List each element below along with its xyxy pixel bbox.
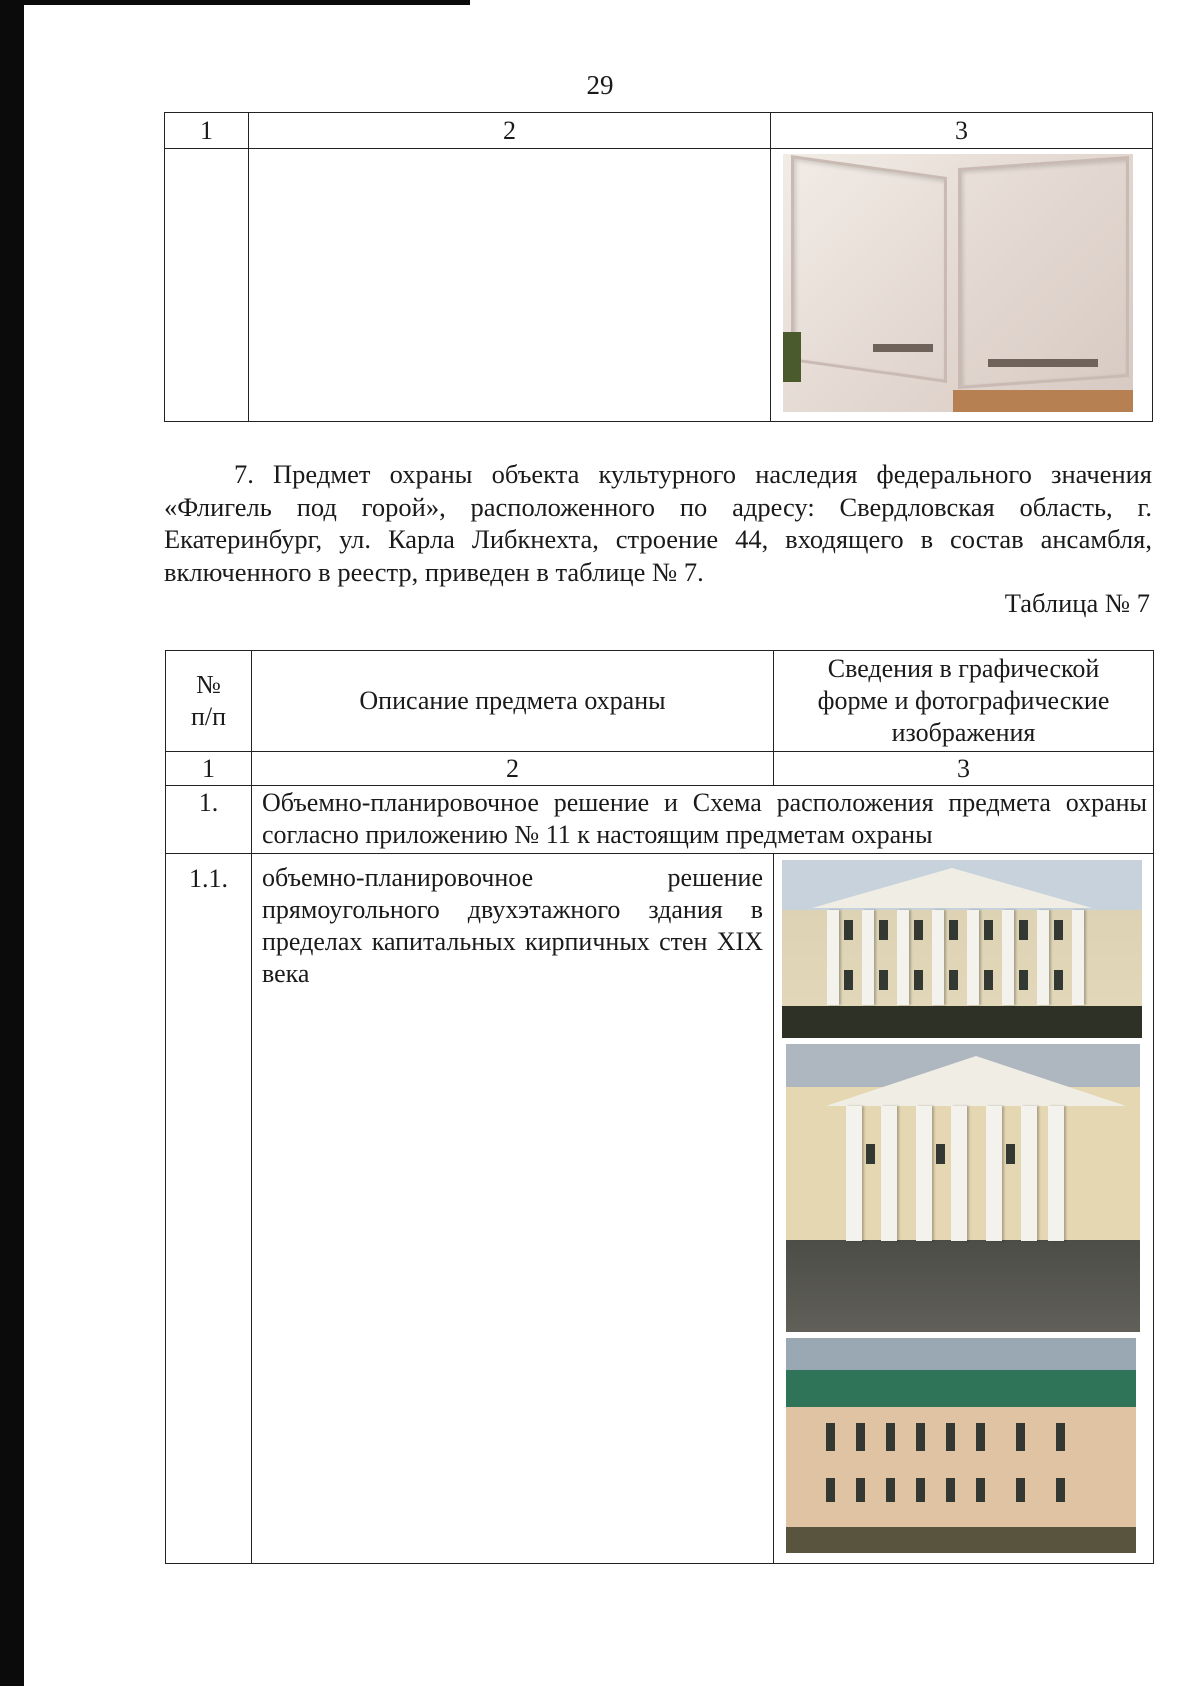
item-text: объемно-планировочное решение прямоугольного двухэтажного здания в пределах капитальных кирпичных стен XIX века (252, 854, 774, 1564)
section-num: 1. (166, 786, 252, 854)
continued-table-header (165, 113, 1153, 149)
table-7 (165, 650, 1154, 1564)
col-header-3: 3 (771, 113, 1153, 149)
row-num-cell (165, 149, 249, 422)
section-row (166, 786, 1154, 854)
rear-facade-photo (786, 1338, 1136, 1553)
row-description-cell (249, 149, 771, 422)
header-description: Описание предмета охраны (252, 651, 774, 752)
scan-edge (0, 0, 24, 1686)
header-graphic: Сведения в графической форме и фотографические изображения (774, 651, 1154, 752)
scan-top-edge (0, 0, 470, 5)
index-2: 2 (252, 752, 774, 786)
item-num: 1.1. (166, 854, 252, 1564)
section-text: Объемно-планировочное решение и Схема расположения предмета охраны согласно приложению № 11 к настоящим предметам охраны (252, 786, 1154, 854)
table-7-header (166, 651, 1154, 752)
row-photo-cell (771, 149, 1153, 422)
col-header-1: 1 (165, 113, 249, 149)
table-7-index-row (166, 752, 1154, 786)
continued-table-row (165, 149, 1153, 422)
col-header-2: 2 (249, 113, 771, 149)
section-paragraph: 7. Предмет охраны объекта культурного наследия федерального значения «Флигель под горой», расположенного по адресу: Свердловская область, г. Екатеринбург, ул. Карла Либкнехта, строение 44, входящего в состав ансамбля, включенного в реестр, приведен в таблице № 7. (164, 459, 1152, 587)
continued-table (164, 112, 1153, 422)
colonnade-facade-photo (782, 860, 1142, 1038)
page-number: 29 (586, 70, 614, 100)
index-3: 3 (774, 752, 1154, 786)
interior-door-photo (783, 154, 1133, 412)
header-num: № п/п (166, 651, 252, 752)
item-photos-cell (774, 854, 1154, 1564)
index-1: 1 (166, 752, 252, 786)
item-row (166, 854, 1154, 1564)
portico-corner-photo (786, 1044, 1140, 1332)
table-caption: Таблица № 7 (1004, 588, 1150, 618)
